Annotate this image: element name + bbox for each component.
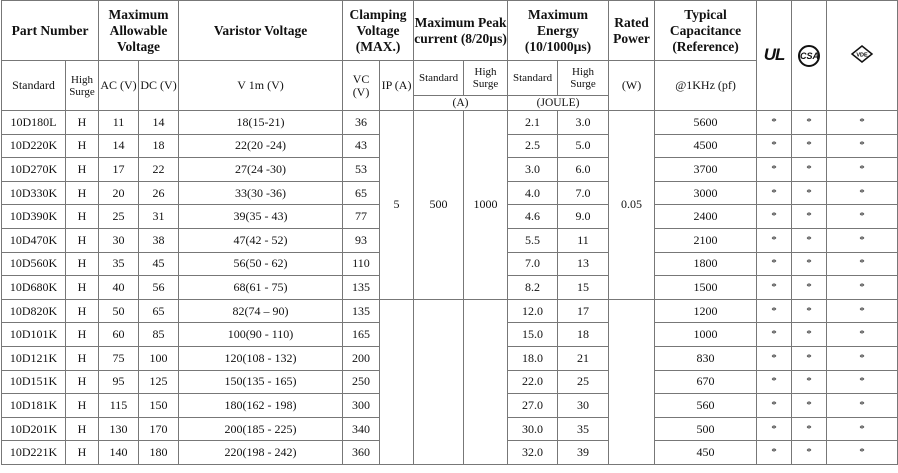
capacitance-cell: 4500 — [655, 134, 757, 158]
rated-power-cell: 0.05 — [609, 111, 655, 300]
varistor-voltage-cell: 39(35 - 43) — [179, 205, 343, 229]
vde-mark-cell: * — [827, 323, 898, 347]
csa-mark-cell: * — [792, 441, 827, 465]
capacitance-cell: 2400 — [655, 205, 757, 229]
csa-mark-cell: * — [792, 181, 827, 205]
peak-high-cell — [464, 299, 508, 464]
energy-high-cell: 7.0 — [558, 181, 609, 205]
ac-voltage-cell: 14 — [99, 134, 139, 158]
ul-mark-cell: * — [757, 276, 792, 300]
varistor-voltage-cell: 150(135 - 165) — [179, 370, 343, 394]
energy-standard-cell: 4.0 — [508, 181, 558, 205]
clamping-voltage-cell: 360 — [343, 441, 380, 465]
header-part-number: Part Number — [2, 1, 99, 61]
capacitance-cell: 670 — [655, 370, 757, 394]
energy-high-cell: 6.0 — [558, 158, 609, 182]
ul-mark-cell: * — [757, 299, 792, 323]
csa-mark-cell: * — [792, 111, 827, 135]
part-number-cell: 10D270K — [2, 158, 66, 182]
clamping-voltage-cell: 65 — [343, 181, 380, 205]
varistor-voltage-cell: 33(30 -36) — [179, 181, 343, 205]
sub-high-surge: High Surge — [66, 61, 99, 111]
ul-mark-cell: * — [757, 417, 792, 441]
high-surge-cell: H — [66, 441, 99, 465]
vde-mark-cell: * — [827, 228, 898, 252]
high-surge-cell: H — [66, 299, 99, 323]
csa-mark-cell: * — [792, 205, 827, 229]
energy-high-cell: 39 — [558, 441, 609, 465]
part-number-cell: 10D221K — [2, 441, 66, 465]
dc-voltage-cell: 125 — [139, 370, 179, 394]
dc-voltage-cell: 56 — [139, 276, 179, 300]
csa-mark-cell: * — [792, 394, 827, 418]
ul-mark-cell: * — [757, 158, 792, 182]
peak-high-cell: 1000 — [464, 111, 508, 300]
varistor-spec-table — [1, 0, 898, 465]
dc-voltage-cell: 65 — [139, 299, 179, 323]
ip-cell — [380, 299, 414, 464]
ac-voltage-cell: 25 — [99, 205, 139, 229]
ul-mark-cell: * — [757, 252, 792, 276]
clamping-voltage-cell: 135 — [343, 276, 380, 300]
csa-mark-cell: * — [792, 323, 827, 347]
varistor-voltage-cell: 82(74 – 90) — [179, 299, 343, 323]
energy-standard-cell: 15.0 — [508, 323, 558, 347]
vde-mark-cell: * — [827, 299, 898, 323]
dc-voltage-cell: 26 — [139, 181, 179, 205]
csa-mark-cell: * — [792, 299, 827, 323]
high-surge-cell: H — [66, 417, 99, 441]
part-number-cell: 10D680K — [2, 276, 66, 300]
dc-voltage-cell: 14 — [139, 111, 179, 135]
clamping-voltage-cell: 110 — [343, 252, 380, 276]
sub-capacitance: @1KHz (pf) — [655, 61, 757, 111]
vde-mark-cell: * — [827, 394, 898, 418]
clamping-voltage-cell: 53 — [343, 158, 380, 182]
ul-mark-cell: * — [757, 323, 792, 347]
varistor-voltage-cell: 120(108 - 132) — [179, 346, 343, 370]
varistor-voltage-cell: 68(61 - 75) — [179, 276, 343, 300]
high-surge-cell: H — [66, 111, 99, 135]
high-surge-cell: H — [66, 394, 99, 418]
energy-standard-cell: 2.5 — [508, 134, 558, 158]
sub-ip: IP (A) — [380, 61, 414, 111]
svg-text:VDE: VDE — [856, 52, 868, 58]
csa-mark-cell: * — [792, 346, 827, 370]
sub-peak-unit: (A) — [414, 96, 508, 111]
clamping-voltage-cell: 135 — [343, 299, 380, 323]
dc-voltage-cell: 18 — [139, 134, 179, 158]
sub-ac: AC (V) — [99, 61, 139, 111]
high-surge-cell: H — [66, 158, 99, 182]
high-surge-cell: H — [66, 205, 99, 229]
vde-mark-cell: * — [827, 441, 898, 465]
ac-voltage-cell: 40 — [99, 276, 139, 300]
vde-mark-cell: * — [827, 252, 898, 276]
energy-standard-cell: 30.0 — [508, 417, 558, 441]
clamping-voltage-cell: 93 — [343, 228, 380, 252]
dc-voltage-cell: 31 — [139, 205, 179, 229]
clamping-voltage-cell: 200 — [343, 346, 380, 370]
varistor-voltage-cell: 180(162 - 198) — [179, 394, 343, 418]
sub-energy-standard: Standard — [508, 61, 558, 96]
energy-high-cell: 30 — [558, 394, 609, 418]
high-surge-cell: H — [66, 370, 99, 394]
csa-mark-cell: * — [792, 158, 827, 182]
csa-mark-cell: * — [792, 228, 827, 252]
energy-standard-cell: 7.0 — [508, 252, 558, 276]
ac-voltage-cell: 20 — [99, 181, 139, 205]
dc-voltage-cell: 170 — [139, 417, 179, 441]
ul-mark-cell: * — [757, 181, 792, 205]
ac-voltage-cell: 60 — [99, 323, 139, 347]
clamping-voltage-cell: 300 — [343, 394, 380, 418]
csa-mark-cell: * — [792, 370, 827, 394]
high-surge-cell: H — [66, 323, 99, 347]
ac-voltage-cell: 35 — [99, 252, 139, 276]
part-number-cell: 10D180L — [2, 111, 66, 135]
varistor-voltage-cell: 18(15-21) — [179, 111, 343, 135]
part-number-cell: 10D820K — [2, 299, 66, 323]
part-number-cell: 10D220K — [2, 134, 66, 158]
capacitance-cell: 1500 — [655, 276, 757, 300]
energy-high-cell: 17 — [558, 299, 609, 323]
csa-mark-cell: * — [792, 276, 827, 300]
dc-voltage-cell: 22 — [139, 158, 179, 182]
ul-mark-cell: * — [757, 111, 792, 135]
energy-standard-cell: 22.0 — [508, 370, 558, 394]
ac-voltage-cell: 140 — [99, 441, 139, 465]
capacitance-cell: 3000 — [655, 181, 757, 205]
high-surge-cell: H — [66, 134, 99, 158]
header-capacitance: Typical Capacitance (Reference) — [655, 1, 757, 61]
dc-voltage-cell: 45 — [139, 252, 179, 276]
energy-high-cell: 25 — [558, 370, 609, 394]
part-number-cell: 10D181K — [2, 394, 66, 418]
energy-high-cell: 5.0 — [558, 134, 609, 158]
part-number-cell: 10D390K — [2, 205, 66, 229]
ul-mark-cell: * — [757, 441, 792, 465]
energy-standard-cell: 12.0 — [508, 299, 558, 323]
energy-standard-cell: 32.0 — [508, 441, 558, 465]
sub-peak-standard: Standard — [414, 61, 464, 96]
header-peak-current: Maximum Peak current (8/20µs) — [414, 1, 508, 61]
header-ul-logo — [757, 1, 792, 111]
varistor-voltage-cell: 100(90 - 110) — [179, 323, 343, 347]
header-clamping-voltage: Clamping Voltage (MAX.) — [343, 1, 414, 61]
csa-mark-cell: * — [792, 417, 827, 441]
dc-voltage-cell: 100 — [139, 346, 179, 370]
vde-mark-cell: * — [827, 181, 898, 205]
ul-mark-cell: * — [757, 205, 792, 229]
dc-voltage-cell: 38 — [139, 228, 179, 252]
energy-standard-cell: 2.1 — [508, 111, 558, 135]
energy-standard-cell: 3.0 — [508, 158, 558, 182]
varistor-voltage-cell: 22(20 -24) — [179, 134, 343, 158]
vde-logo-icon — [851, 45, 873, 67]
part-number-cell: 10D151K — [2, 370, 66, 394]
clamping-voltage-cell: 250 — [343, 370, 380, 394]
ul-mark-cell: * — [757, 346, 792, 370]
ac-voltage-cell: 11 — [99, 111, 139, 135]
part-number-cell: 10D560K — [2, 252, 66, 276]
part-number-cell: 10D101K — [2, 323, 66, 347]
header-varistor-voltage: Varistor Voltage — [179, 1, 343, 61]
ul-mark-cell: * — [757, 134, 792, 158]
part-number-cell: 10D121K — [2, 346, 66, 370]
csa-mark-cell: * — [792, 252, 827, 276]
varistor-voltage-cell: 200(185 - 225) — [179, 417, 343, 441]
clamping-voltage-cell: 165 — [343, 323, 380, 347]
capacitance-cell: 1000 — [655, 323, 757, 347]
capacitance-cell: 830 — [655, 346, 757, 370]
high-surge-cell: H — [66, 181, 99, 205]
clamping-voltage-cell: 77 — [343, 205, 380, 229]
clamping-voltage-cell: 36 — [343, 111, 380, 135]
rated-power-cell — [609, 299, 655, 464]
varistor-voltage-cell: 47(42 - 52) — [179, 228, 343, 252]
capacitance-cell: 500 — [655, 417, 757, 441]
sub-dc: DC (V) — [139, 61, 179, 111]
ul-mark-cell: * — [757, 370, 792, 394]
energy-high-cell: 13 — [558, 252, 609, 276]
dc-voltage-cell: 85 — [139, 323, 179, 347]
part-number-cell: 10D470K — [2, 228, 66, 252]
vde-mark-cell: * — [827, 346, 898, 370]
vde-mark-cell: * — [827, 276, 898, 300]
clamping-voltage-cell: 43 — [343, 134, 380, 158]
vde-mark-cell: * — [827, 205, 898, 229]
vde-mark-cell: * — [827, 111, 898, 135]
high-surge-cell: H — [66, 276, 99, 300]
energy-standard-cell: 18.0 — [508, 346, 558, 370]
high-surge-cell: H — [66, 228, 99, 252]
csa-logo-icon: CSA — [798, 45, 820, 67]
capacitance-cell: 2100 — [655, 228, 757, 252]
energy-high-cell: 21 — [558, 346, 609, 370]
energy-high-cell: 3.0 — [558, 111, 609, 135]
energy-standard-cell: 4.6 — [508, 205, 558, 229]
vde-mark-cell: * — [827, 370, 898, 394]
ac-voltage-cell: 17 — [99, 158, 139, 182]
energy-high-cell: 18 — [558, 323, 609, 347]
table-row — [2, 299, 898, 323]
part-number-cell: 10D201K — [2, 417, 66, 441]
capacitance-cell: 450 — [655, 441, 757, 465]
vde-mark-cell: * — [827, 134, 898, 158]
capacitance-cell: 3700 — [655, 158, 757, 182]
vde-mark-cell: * — [827, 158, 898, 182]
csa-mark-cell: * — [792, 134, 827, 158]
ac-voltage-cell: 130 — [99, 417, 139, 441]
capacitance-cell: 560 — [655, 394, 757, 418]
sub-v1m: V 1m (V) — [179, 61, 343, 111]
capacitance-cell: 1200 — [655, 299, 757, 323]
sub-energy-high: High Surge — [558, 61, 609, 96]
ul-mark-cell: * — [757, 228, 792, 252]
ip-cell: 5 — [380, 111, 414, 300]
vde-mark-cell: * — [827, 417, 898, 441]
ac-voltage-cell: 75 — [99, 346, 139, 370]
sub-energy-unit: (JOULE) — [508, 96, 609, 111]
part-number-cell: 10D330K — [2, 181, 66, 205]
dc-voltage-cell: 180 — [139, 441, 179, 465]
energy-high-cell: 15 — [558, 276, 609, 300]
table-row — [2, 111, 898, 135]
dc-voltage-cell: 150 — [139, 394, 179, 418]
ac-voltage-cell: 95 — [99, 370, 139, 394]
ac-voltage-cell: 30 — [99, 228, 139, 252]
capacitance-cell: 1800 — [655, 252, 757, 276]
ul-logo-icon: UL — [763, 45, 785, 64]
peak-standard-cell: 500 — [414, 111, 464, 300]
peak-standard-cell — [414, 299, 464, 464]
header-max-energy: Maximum Energy (10/1000µs) — [508, 1, 609, 61]
energy-high-cell: 9.0 — [558, 205, 609, 229]
ac-voltage-cell: 115 — [99, 394, 139, 418]
sub-vc: VC (V) — [343, 61, 380, 111]
energy-high-cell: 35 — [558, 417, 609, 441]
sub-standard: Standard — [2, 61, 66, 111]
capacitance-cell: 5600 — [655, 111, 757, 135]
varistor-voltage-cell: 220(198 - 242) — [179, 441, 343, 465]
header-max-voltage: Maximum Allowable Voltage — [99, 1, 179, 61]
energy-high-cell: 11 — [558, 228, 609, 252]
header-csa-logo — [792, 1, 827, 111]
energy-standard-cell: 27.0 — [508, 394, 558, 418]
sub-power-unit: (W) — [609, 61, 655, 111]
header-vde-logo — [827, 1, 898, 111]
energy-standard-cell: 8.2 — [508, 276, 558, 300]
high-surge-cell: H — [66, 346, 99, 370]
ul-mark-cell: * — [757, 394, 792, 418]
ac-voltage-cell: 50 — [99, 299, 139, 323]
header-rated-power: Rated Power — [609, 1, 655, 61]
clamping-voltage-cell: 340 — [343, 417, 380, 441]
varistor-voltage-cell: 27(24 -30) — [179, 158, 343, 182]
high-surge-cell: H — [66, 252, 99, 276]
energy-standard-cell: 5.5 — [508, 228, 558, 252]
varistor-voltage-cell: 56(50 - 62) — [179, 252, 343, 276]
sub-peak-high: High Surge — [464, 61, 508, 96]
